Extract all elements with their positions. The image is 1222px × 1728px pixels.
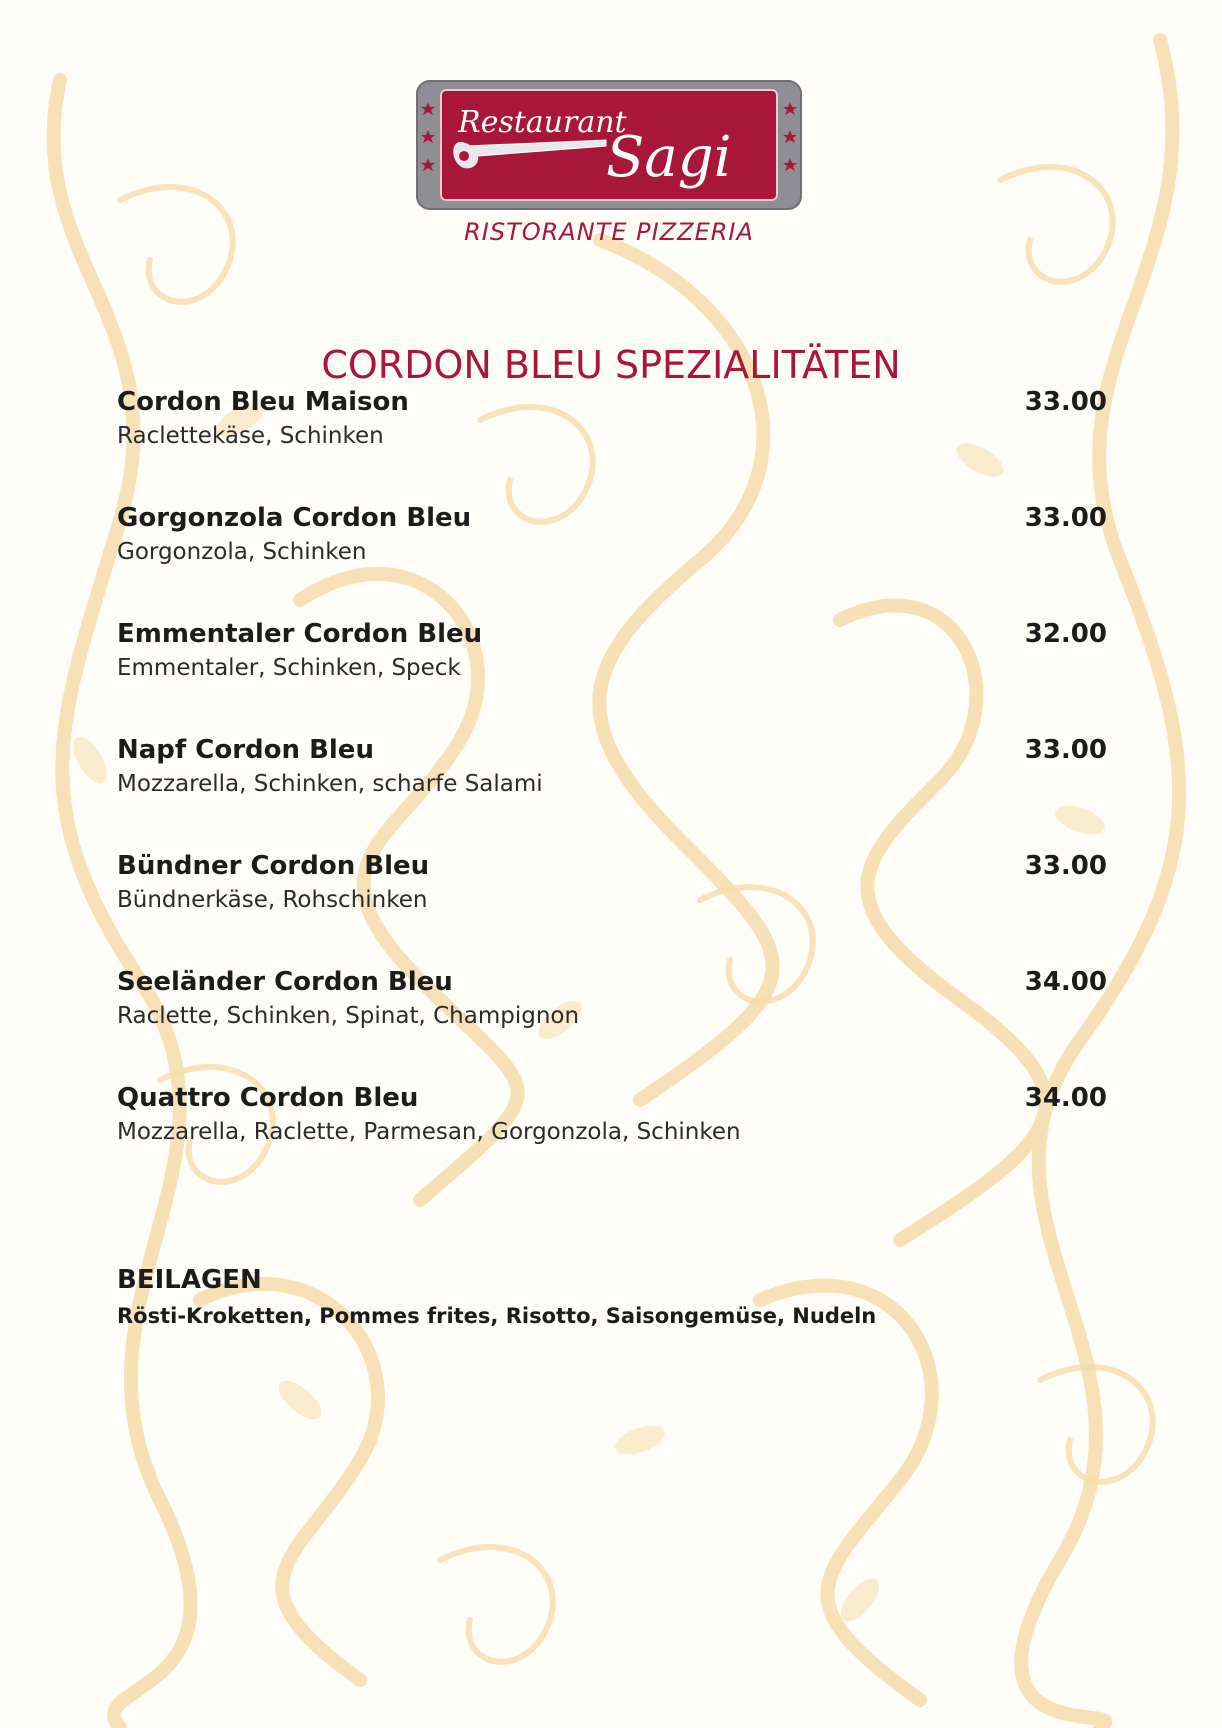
item-price: 34.00: [1024, 1083, 1107, 1113]
logo-word-restaurant: Restaurant: [458, 105, 627, 140]
item-price: 34.00: [1024, 967, 1107, 997]
logo-word-sagi: Sagi: [606, 125, 732, 190]
sides-list: Rösti-Kroketten, Pommes frites, Risotto, Saisongemüse, Nudeln: [117, 1304, 877, 1328]
item-price: 33.00: [1024, 735, 1107, 765]
item-price: 33.00: [1024, 851, 1107, 881]
menu-item: [117, 384, 1107, 500]
menu-item: [117, 616, 1107, 732]
menu-item: [117, 964, 1107, 1080]
sides-section: [117, 1262, 1107, 1334]
menu-item: [117, 1080, 1107, 1196]
restaurant-subtitle: RISTORANTE PIZZERIA: [464, 218, 754, 246]
item-name: Quattro Cordon Bleu: [117, 1083, 419, 1113]
item-price: 33.00: [1024, 503, 1107, 533]
item-price: 33.00: [1024, 387, 1107, 417]
item-name: Gorgonzola Cordon Bleu: [117, 503, 472, 533]
menu-item: [117, 500, 1107, 616]
saw-icon: [453, 140, 606, 168]
sides-heading: BEILAGEN: [117, 1265, 262, 1295]
item-name: Emmentaler Cordon Bleu: [117, 619, 483, 649]
item-description: Mozzarella, Raclette, Parmesan, Gorgonzola, Schinken: [117, 1119, 741, 1145]
item-description: Gorgonzola, Schinken: [117, 539, 367, 565]
menu-list: [117, 384, 1107, 1196]
item-name: Cordon Bleu Maison: [117, 387, 409, 417]
item-name: Bündner Cordon Bleu: [117, 851, 430, 881]
item-name: Napf Cordon Bleu: [117, 735, 374, 765]
item-description: Emmentaler, Schinken, Speck: [117, 655, 461, 681]
menu-item: [117, 848, 1107, 964]
item-name: Seeländer Cordon Bleu: [117, 967, 453, 997]
menu-item: [117, 732, 1107, 848]
item-description: Raclettekäse, Schinken: [117, 423, 384, 449]
logo-artwork: [416, 80, 802, 210]
restaurant-logo: [416, 80, 802, 210]
item-description: Bündnerkäse, Rohschinken: [117, 887, 428, 913]
page-title: CORDON BLEU SPEZIALITÄTEN: [321, 343, 901, 388]
item-description: Raclette, Schinken, Spinat, Champignon: [117, 1003, 580, 1029]
item-description: Mozzarella, Schinken, scharfe Salami: [117, 771, 543, 797]
item-price: 32.00: [1024, 619, 1107, 649]
